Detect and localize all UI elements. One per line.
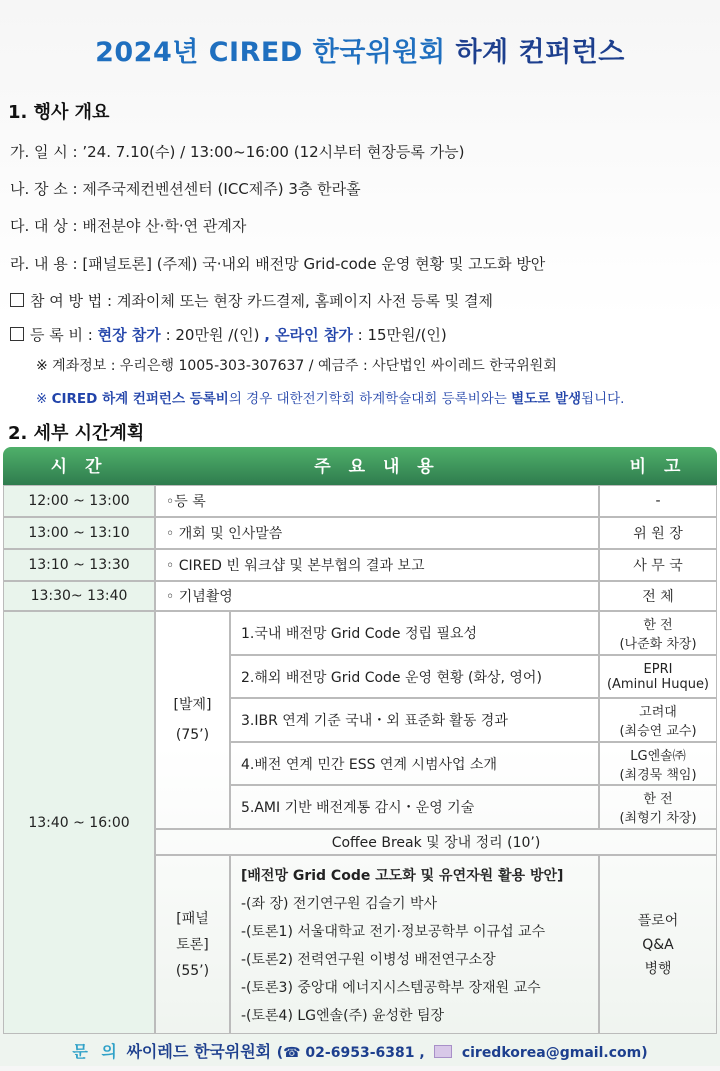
row-content: ◦ CIRED 빈 워크샵 및 본부협의 결과 보고 [155,549,599,581]
header-content: 주 요 내 용 [314,457,440,477]
account-info: ※ 계좌정보 : 우리은행 1005-303-307637 / 예금주 : 사단법인 싸이레드 한국위원회 [36,358,557,374]
mail-icon [434,1045,452,1058]
contact-org: 싸이레드 한국위원회 [126,1042,272,1061]
overview-date: 가. 일 시 : ’24. 7.10(수) / 13:00~16:00 (12시부터 현장등록 가능) [10,143,465,161]
row-time: 13:10 ~ 13:30 [3,549,155,581]
row-content: ◦등 록 [155,485,599,517]
overview-target: 다. 대 상 : 배전분야 산·학·연 관계자 [10,217,247,235]
panel-member: -(토론3) 중앙대 에너지시스템공학부 장재원 교수 [241,980,541,996]
main-time: 13:40 ~ 16:00 [3,611,155,1034]
contact-phone: (☎ 02-6953-6381 , [276,1045,425,1061]
presentation-item: 2.해외 배전망 Grid Code 운영 현황 (화상, 영어) [230,655,599,698]
panel-member: -(토론4) LG엔솔(주) 윤성한 팀장 [241,1008,445,1024]
panel-member: -(토론2) 전력연구원 이병성 배전연구소장 [241,952,496,968]
table-header [3,447,717,485]
contact-label: 문 의 [72,1042,121,1061]
presentation-label: [발제] (75’) [155,611,230,829]
row-note: - [599,485,717,517]
panel-note: 플로어 Q&A 병행 [599,855,717,1034]
header-time: 시 간 [50,457,108,477]
presentation-item: 4.배전 연계 민간 ESS 연계 시범사업 소개 [230,742,599,785]
row-time: 13:00 ~ 13:10 [3,517,155,549]
presenter: 한 전 (최형기 차장) [599,785,717,829]
checkbox-icon [10,327,24,341]
fee-notice: ※ CIRED 하계 컨퍼런스 등록비의 경우 대한전기학회 하계학술대회 등록비와는 별도로 발생됩니다. [36,391,625,407]
checkbox-icon [10,293,24,307]
participation-method: 참 여 방 법 : 계좌이체 또는 현장 카드결제, 홈페이지 사전 등록 및 결제 [10,290,493,311]
page-title [0,30,720,69]
overview-venue: 나. 장 소 : 제주국제컨벤션센터 (ICC제주) 3층 한라홀 [10,180,361,198]
section-overview-heading: 1. 행사 개요 [8,102,110,123]
header-note: 비 고 [629,457,687,477]
presenter: LG엔솔㈜ (최경묵 책임) [599,742,717,785]
row-content: ◦ 개회 및 인사말씀 [155,517,599,549]
title-part1: 2024년 CIRED 한국위원회 [95,37,446,68]
panel-topic: [배전망 Grid Code 고도화 및 유연자원 활용 방안] [241,868,564,884]
panel-member: -(토론1) 서울대학교 전기·정보공학부 이규섭 교수 [241,924,546,940]
panel-label: [패널 토론] (55’) [155,855,230,1034]
panel-discussion [230,855,599,1034]
contact-footer [0,1034,720,1066]
presentation-item: 5.AMI 기반 배전계통 감시・운영 기술 [230,785,599,829]
presenter: EPRI (Aminul Huque) [599,655,717,698]
presentation-item: 1.국내 배전망 Grid Code 정립 필요성 [230,611,599,655]
title-part2: 하계 컨퍼런스 [455,37,625,68]
presenter: 고려대 (최승연 교수) [599,698,717,742]
contact-email[interactable]: ciredkorea@gmail.com) [461,1045,648,1061]
panel-member: -(좌 장) 전기연구원 김슬기 박사 [241,896,438,912]
coffee-break: Coffee Break 및 장내 정리 (10’) [155,829,717,855]
presentation-item: 3.IBR 연계 기준 국내・외 표준화 활동 경과 [230,698,599,742]
presenter: 한 전 (나준화 차장) [599,611,717,655]
overview-content: 라. 내 용 : [패널토론] (주제) 국·내외 배전망 Grid-code 운영 현황 및 고도화 방안 [10,255,546,273]
row-note: 전 체 [599,581,717,611]
row-time: 12:00 ~ 13:00 [3,485,155,517]
section-schedule-heading: 2. 세부 시간계획 [8,423,145,444]
row-content: ◦ 기념촬영 [155,581,599,611]
row-note: 위 원 장 [599,517,717,549]
row-note: 사 무 국 [599,549,717,581]
row-time: 13:30~ 13:40 [3,581,155,611]
registration-fee: 등 록 비 : 현장 참가 : 20만원 /(인) , 온라인 참가 : 15만원/(인) [10,324,447,345]
